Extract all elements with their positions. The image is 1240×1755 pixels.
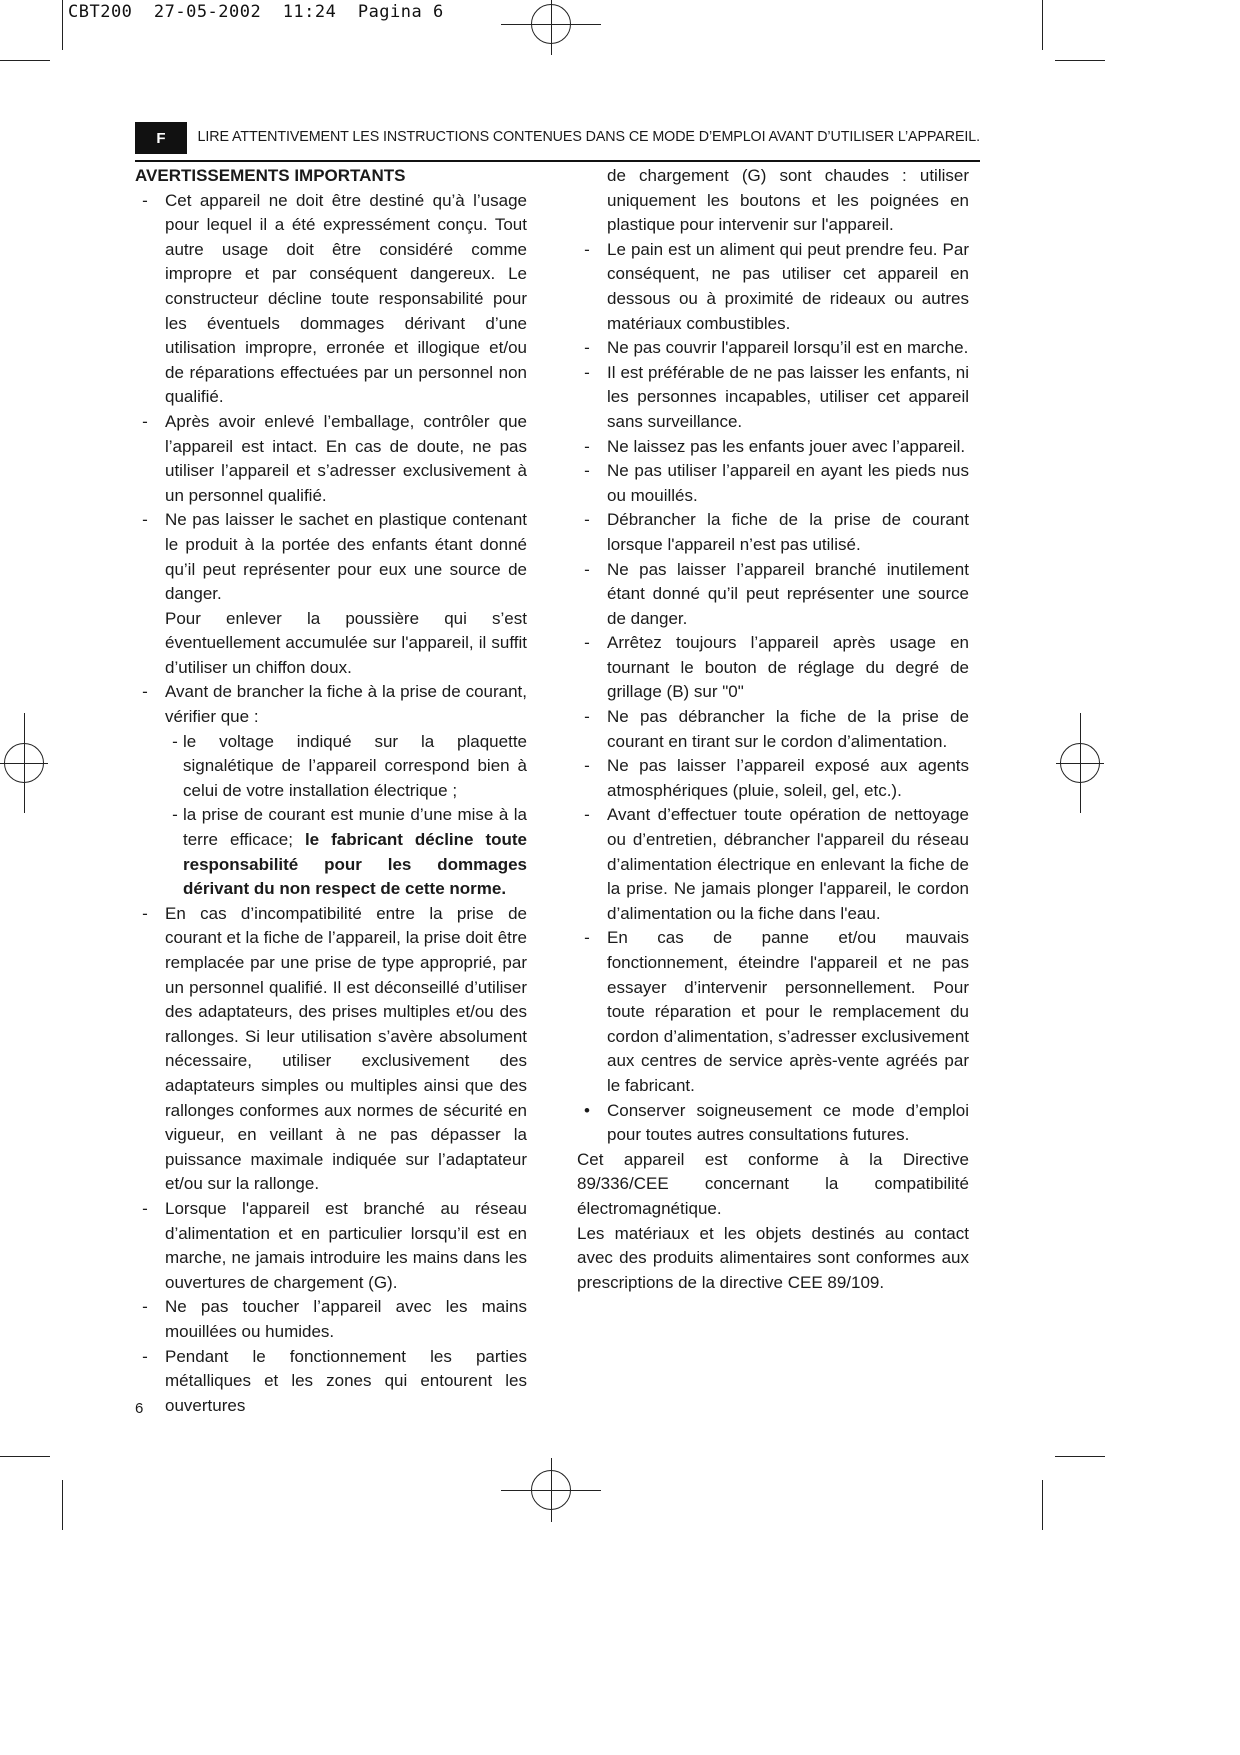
directive-paragraph: Cet appareil est conforme à la Directive 89/336/CEE concernant la compatibilité électromagnétique. bbox=[577, 1149, 969, 1218]
list-item: - Arrêtez toujours l’appareil après usage en tournant le bouton de réglage du degré de grillage (B) sur "0" bbox=[584, 633, 969, 702]
list-item: - Débrancher la fiche de la prise de courant lorsque l'appareil n’est pas utilisé. bbox=[584, 510, 969, 554]
list-item: - Le pain est un aliment qui peut prendre feu. Par conséquent, ne pas utiliser cet appareil en dessous ou à proximité de rideaux ou autres matériaux combustibles. bbox=[584, 239, 969, 333]
list-item: - Après avoir enlevé l’emballage, contrôler que l’appareil est intact. En cas de doute, ne pas utiliser l’appareil et s’adresser exclusivement à un personnel qualifié. bbox=[142, 411, 527, 505]
sub-item: - le voltage indiqué sur la plaquette signalétique de l’appareil correspond bien à celui de votre installation électrique ; bbox=[172, 731, 527, 800]
crop-mark bbox=[1055, 60, 1105, 61]
header-title: LIRE ATTENTIVEMENT LES INSTRUCTIONS CONTENUES DANS CE MODE D’EMPLOI AVANT D’UTILISER L’APPAREIL. bbox=[197, 129, 980, 145]
crop-mark bbox=[1055, 1456, 1105, 1457]
right-column bbox=[577, 164, 969, 1295]
section-title: AVERTISSEMENTS IMPORTANTS bbox=[135, 166, 406, 185]
page-header bbox=[135, 122, 980, 154]
list-item: - Ne pas utiliser l’appareil en ayant les pieds nus ou mouillés. bbox=[584, 461, 969, 505]
crop-mark bbox=[62, 1480, 63, 1530]
list-item: - Ne pas toucher l’appareil avec les mains mouillées ou humides. bbox=[142, 1297, 527, 1341]
list-item-bulleted: • Conserver soigneusement ce mode d’emploi pour toutes autres consultations futures. bbox=[584, 1100, 969, 1145]
page-number: 6 bbox=[135, 1400, 144, 1417]
print-info-slug: CBT200 27-05-2002 11:24 Pagina 6 bbox=[68, 2, 444, 22]
left-column bbox=[135, 164, 527, 1418]
list-item: - Cet appareil ne doit être destiné qu’à l’usage pour lequel il a été expressément conçu. Tout autre usage doit être considéré comme impropre et par conséquent dangereux. Le constructeur décline toute responsabilité pour les éventuels dommages dérivant d’une utilisation impropre, erronée et illogique et/ou de réparations effectuées par un personnel non qualifié. bbox=[142, 190, 527, 407]
list-item: - Ne laissez pas les enfants jouer avec l’appareil. bbox=[584, 436, 966, 456]
header-rule bbox=[135, 160, 980, 162]
language-badge: F bbox=[135, 122, 187, 154]
list-item: - En cas d’incompatibilité entre la prise de courant et la fiche de l’appareil, la prise doit être remplacée par une prise de type approprié, par un personnel qualifié. Il est déconseillé d’utiliser des adaptateurs, des prises multiples et/ou des rallonges. Si leur utilisation s’avère absolument nécessaire, utiliser exclusivement des adaptateurs simples ou multiples ainsi que des rallonges conformes aux normes de sécurité en vigueur, en veillant à ne pas dépasser la puissance maximale indiquée sur l’adaptateur et/ou sur la rallonge. bbox=[142, 903, 527, 1194]
list-item: - Ne pas couvrir l'appareil lorsqu’il est en marche. bbox=[584, 338, 969, 358]
sub-item: - la prise de courant est munie d’une mise à la terre efficace; le fabricant décline toute responsabilité pour les dommages dérivant du non respect de cette norme. bbox=[172, 805, 528, 899]
crop-mark bbox=[1042, 0, 1043, 50]
list-item: - Avant de brancher la fiche à la prise de courant, vérifier que : - le voltage indiqué sur la plaquette signalétique de l’appareil correspond bien à celui de votre installation électrique ; - la prise de courant est munie d’une mise à la terre efficace; le fabricant décline toute responsabilité pour les dommages dérivant du non respect de cette norme. bbox=[135, 680, 527, 901]
list-item: - Ne pas débrancher la fiche de la prise de courant en tirant sur le cordon d’alimentation. bbox=[584, 707, 969, 751]
crop-mark bbox=[0, 1456, 50, 1457]
crop-mark bbox=[1042, 1480, 1043, 1530]
list-item: - Lorsque l'appareil est branché au réseau d’alimentation et en particulier lorsqu’il est en marche, ne jamais introduire les mains dans les ouvertures de chargement (G). bbox=[142, 1198, 527, 1292]
list-item: - En cas de panne et/ou mauvais fonctionnement, éteindre l'appareil et ne pas essayer d’intervenir personnellement. Pour toute réparation et pour le remplacement du cordon d’alimentation, s’adresser exclusivement aux centres de service après-vente agréés par le fabricant. bbox=[584, 928, 969, 1095]
list-item-continued: de chargement (G) sont chaudes : utiliser uniquement les boutons et les poignées en plastique pour intervenir sur l'appareil. bbox=[607, 166, 969, 235]
list-item: - Pendant le fonctionnement les parties métalliques et les zones qui entourent les ouvertures bbox=[142, 1346, 527, 1415]
list-item: - Il est préférable de ne pas laisser les enfants, ni les personnes incapables, utiliser cet appareil sans surveillance. bbox=[584, 362, 969, 431]
materials-paragraph: Les matériaux et les objets destinés au contact avec des produits alimentaires sont conformes aux prescriptions de la directive CEE 89/109. bbox=[577, 1223, 969, 1292]
list-item: - Avant d’effectuer toute opération de nettoyage ou d’entretien, débrancher l'appareil du réseau d’alimentation électrique en enlevant la fiche de la prise. Ne jamais plonger l'appareil, le cordon d’alimentation ou la fiche dans l'eau. bbox=[584, 805, 969, 923]
list-item: - Ne pas laisser l’appareil branché inutilement étant donné qu’il peut représenter une source de danger. bbox=[584, 559, 969, 628]
list-item: - Ne pas laisser le sachet en plastique contenant le produit à la portée des enfants étant donné qu’il peut représenter pour eux une source de danger. Pour enlever la poussière qui s’est éventuellement accumulée sur l'appareil, il suffit d’utiliser un chiffon doux. bbox=[142, 510, 527, 677]
crop-mark bbox=[62, 0, 63, 50]
crop-mark bbox=[0, 60, 50, 61]
list-item: - Ne pas laisser l’appareil exposé aux agents atmosphériques (pluie, soleil, gel, etc.). bbox=[584, 756, 969, 800]
bold-warning: le fabricant décline toute responsabilité pour les dommages dérivant du non respect de cette norme. bbox=[183, 830, 528, 899]
